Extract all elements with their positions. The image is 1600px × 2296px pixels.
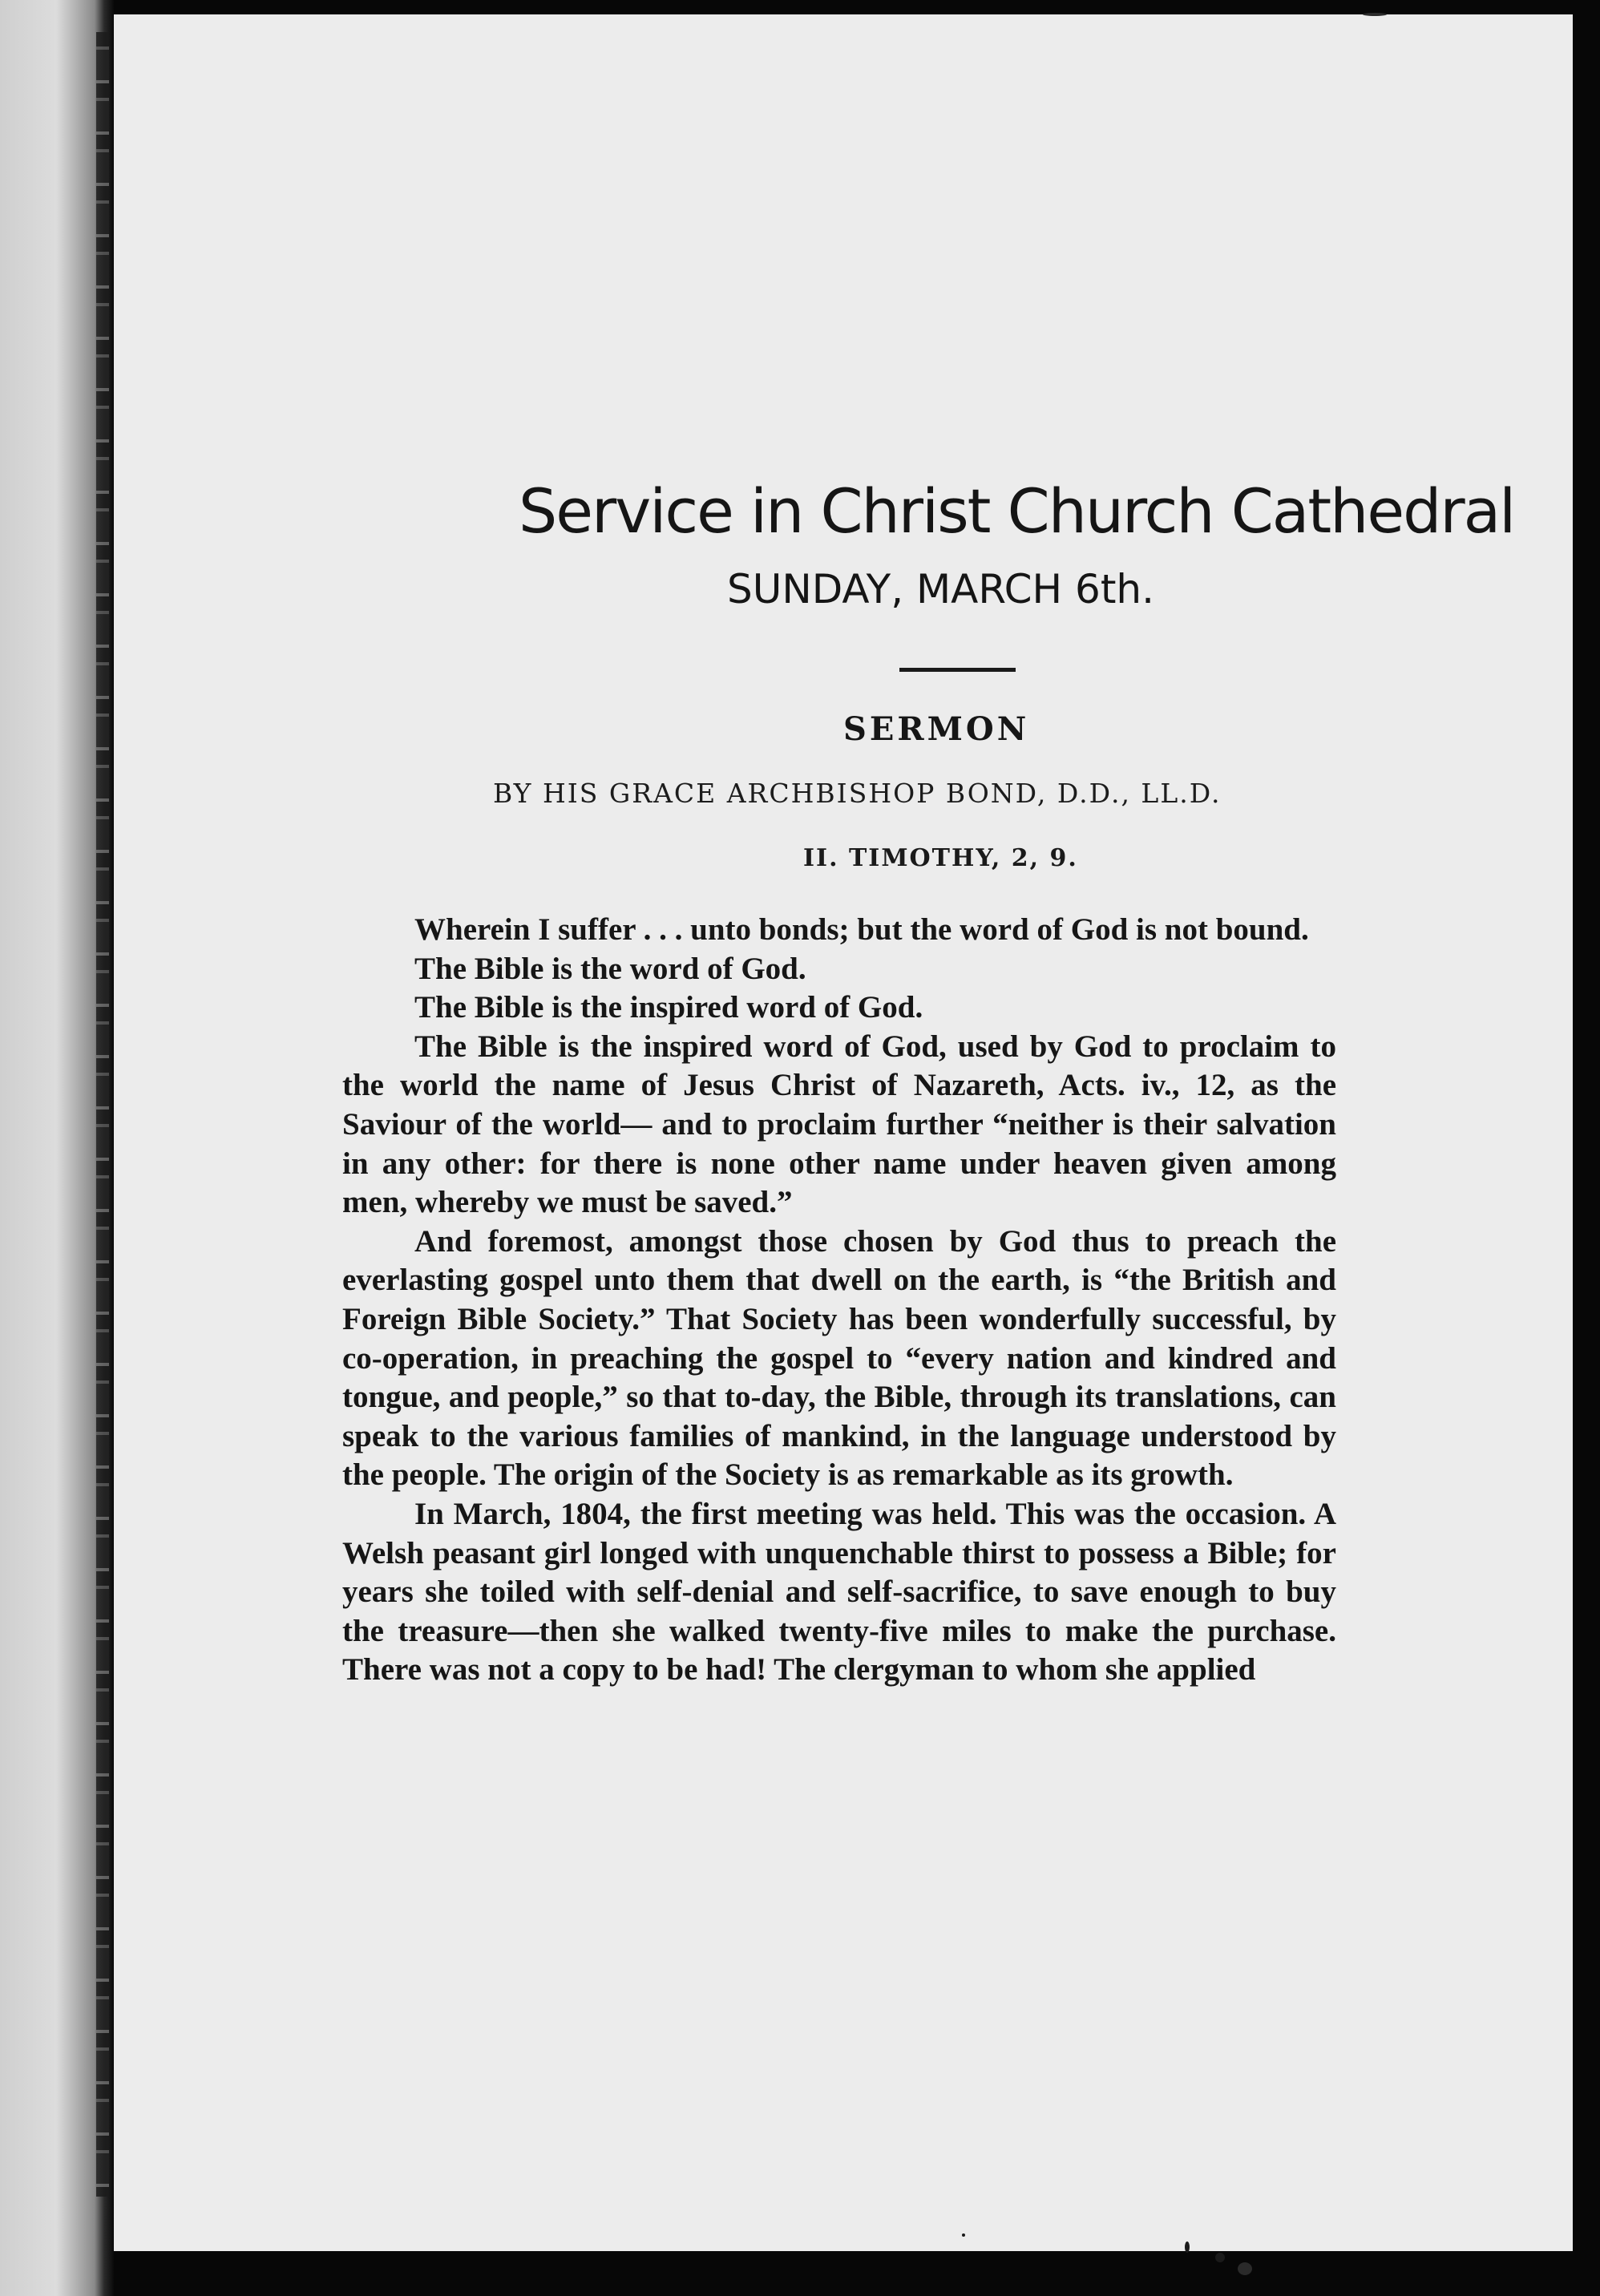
paragraph-5: And foremost, amongst those chosen by God thus to preach the everlasting gospel unto them that dwell on the earth, is “the British and Foreign Bible Society.” That Society has been wonderfully successful, by co-operation, in preaching the gospel to “every nation and kindred and tongue, and people,” so that to-day, the Bible, through its translations, can speak to the various families of mankind, in the language understood by the people. The origin of the Society is as remarkable as its growth. [342, 1223, 1336, 1493]
binding-shadow [96, 32, 109, 2197]
paragraph-2: The Bible is the word of God. [414, 951, 806, 986]
document-page [114, 14, 1573, 2251]
scan-speck [962, 2233, 965, 2237]
divider-rule [899, 668, 1016, 672]
sermon-byline: BY HIS GRACE ARCHBISHOP BOND, D.D., LL.D. [493, 778, 1222, 809]
scripture-reference: II. TIMOTHY, 2, 9. [803, 844, 1078, 872]
paragraph-1: Wherein I suffer . . . unto bonds; but the word of God is not bound. [414, 912, 1309, 947]
service-date: SUNDAY, MARCH 6th. [727, 566, 1155, 612]
sermon-body [342, 911, 1336, 1690]
scan-speck [1363, 13, 1387, 16]
scan-speck [1185, 2241, 1190, 2253]
paragraph-3: The Bible is the inspired word of God. [414, 990, 923, 1025]
sermon-heading: SERMON [843, 710, 1030, 748]
scan-speck [1215, 2253, 1225, 2262]
paragraph-6: In March, 1804, the first meeting was held. This was the occasion. A Welsh peasant girl longed with unquenchable thirst to possess a Bible; for years she toiled with self-denial and self-sacrifice, to save enough to buy the treasure—then she walked twenty-five miles to make the purchase. There was not a copy to be had! The clergyman to whom she applied [342, 1496, 1336, 1688]
scan-speck [1238, 2262, 1252, 2275]
paragraph-4: The Bible is the inspired word of God, used by God to proclaim to the world the name of Jesus Christ of Nazareth, Acts. iv., 12, as the Saviour of the world— and to proclaim further “neither is their salvation in any other: for there is none other name under heaven given among men, whereby we must be saved.” [342, 1029, 1336, 1220]
page-title: Service in Christ Church Cathedral [519, 475, 1515, 547]
